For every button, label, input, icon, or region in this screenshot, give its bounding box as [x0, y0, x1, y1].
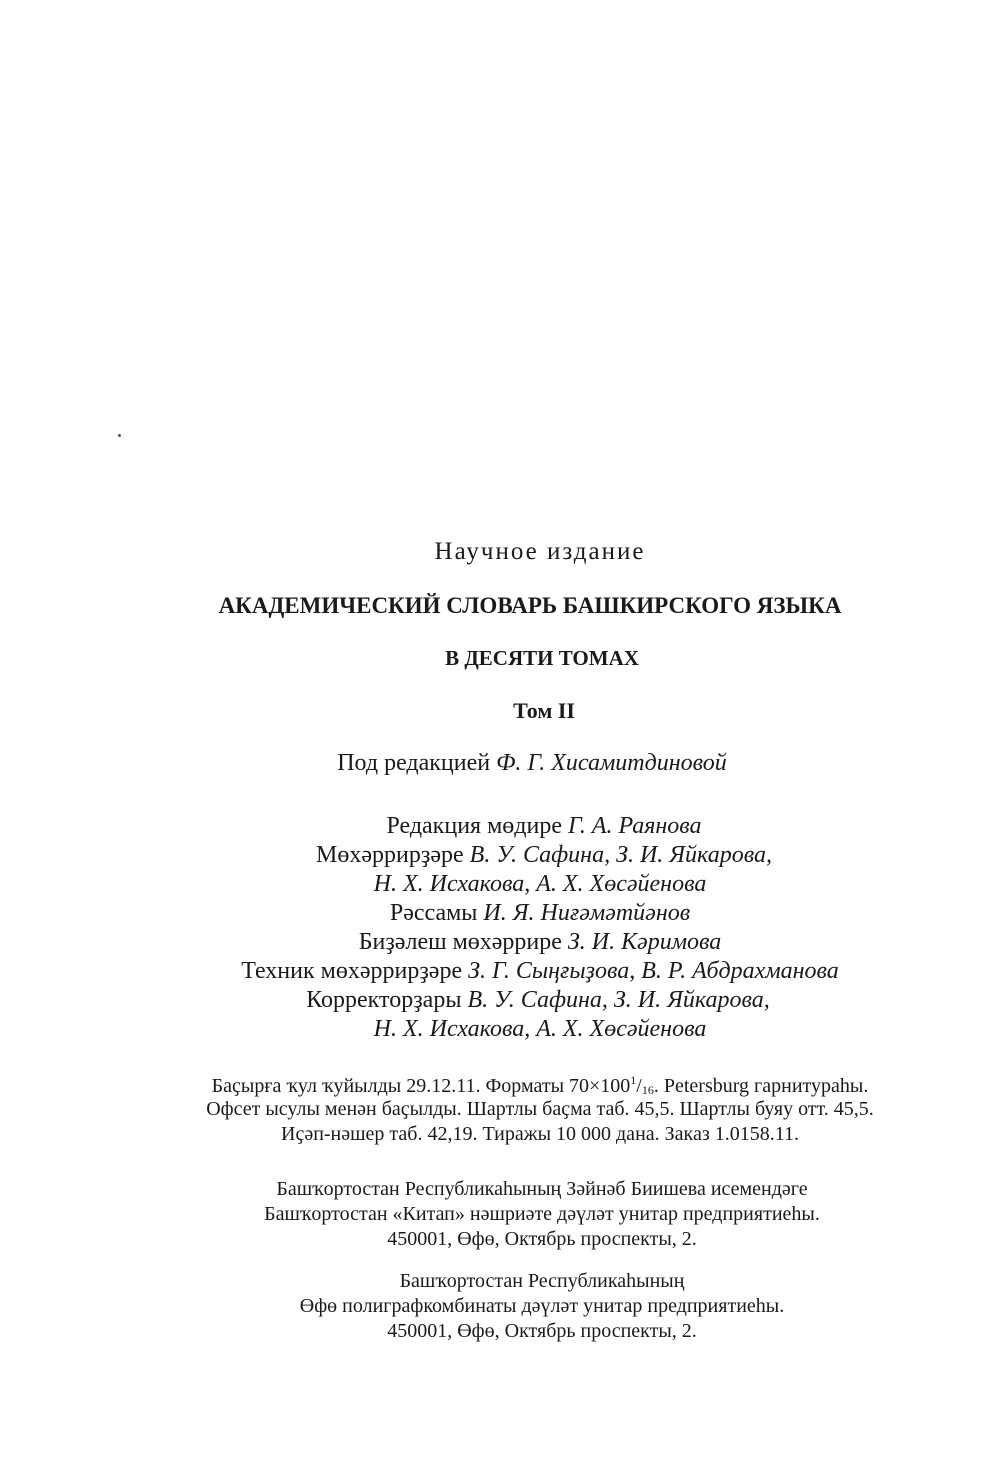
credit-role: Мөхәррирҙәре [316, 842, 464, 868]
tech-text: Баҫырға ҡул ҡуйылды 29.12.11. Форматы 70×100 [211, 1075, 631, 1097]
credit-line [40, 929, 1000, 956]
credit-names: Н. Х. Исхакова, А. Х. Хөсәйенова [373, 871, 707, 897]
tech-text: . Petersburg гарнитураһы. [653, 1075, 869, 1097]
tech-line-3: Иҫәп-нәшер таб. 42,19. Тиражы 10 000 дана. Заказ 1.0158.11. [281, 1123, 799, 1145]
tech-line-1 [40, 1073, 1000, 1098]
scan-speck [118, 434, 121, 437]
printer-address: 450001, Өфө, Октябрь проспекты, 2. [387, 1320, 697, 1342]
credit-role: Биҙәлеш мөхәррире [358, 929, 562, 955]
credit-names: З. Г. Сыңғыҙова, В. Р. Абдрахманова [468, 958, 839, 984]
printer-line: Башҡортостан Республикаһының [399, 1270, 685, 1292]
editor-label: Под редакцией [337, 750, 491, 776]
credit-names: В. У. Сафина, З. И. Яйкарова, [467, 987, 770, 1013]
publisher-address: 450001, Өфө, Октябрь проспекты, 2. [387, 1228, 697, 1250]
credit-line [38, 987, 1000, 1014]
editor-line [32, 750, 1000, 777]
editor-name: Ф. Г. Хисамитдиновой [496, 750, 727, 776]
credit-names: Н. Х. Исхакова, А. Х. Хөсәйенова [373, 1016, 707, 1042]
credit-line [40, 958, 1000, 985]
credit-names: Г. А. Раянова [567, 813, 702, 839]
book-title: АКАДЕМИЧЕСКИЙ СЛОВАРЬ БАШКИРСКОГО ЯЗЫКА [218, 593, 842, 618]
printer-line: Өфө полиграфкомбинаты дәүләт унитар предприятиеһы. [299, 1295, 785, 1317]
credit-role: Рәссамы [389, 900, 478, 926]
credit-line [40, 900, 1000, 927]
format-fraction-numerator: 1 [630, 1073, 637, 1087]
credit-line [44, 842, 1000, 869]
credit-line [40, 1016, 1000, 1043]
publisher-line: Башҡортостан «Китап» нәшриәте дәүләт унитар предприятиеһы. [264, 1203, 820, 1225]
publisher-line: Башҡортостан Республикаһының Зәйнәб Биишева исемендәге [276, 1178, 808, 1200]
volume-number: Том II [513, 698, 575, 723]
format-fraction-denominator: 16 [641, 1083, 654, 1097]
tech-line-2: Офсет ысулы менән баҫылды. Шартлы баҫма таб. 45,5. Шартлы буяу отт. 45,5. [206, 1098, 874, 1120]
credit-line [40, 871, 1000, 898]
credit-names: И. Я. Ниғәмәтйәнов [483, 900, 691, 926]
credit-role: Корректорҙары [306, 987, 462, 1013]
credit-role: Техник мөхәррирҙәре [241, 958, 463, 984]
publication-type: Научное издание [434, 538, 646, 565]
credit-role: Редакция мөдире [386, 813, 562, 839]
credit-names: В. У. Сафина, З. И. Яйкарова, [469, 842, 772, 868]
credit-line [44, 813, 1000, 840]
book-subtitle: В ДЕСЯТИ ТОМАХ [445, 646, 639, 670]
credit-names: З. И. Кәримова [567, 929, 722, 955]
format-fraction-slash: / [636, 1075, 642, 1097]
